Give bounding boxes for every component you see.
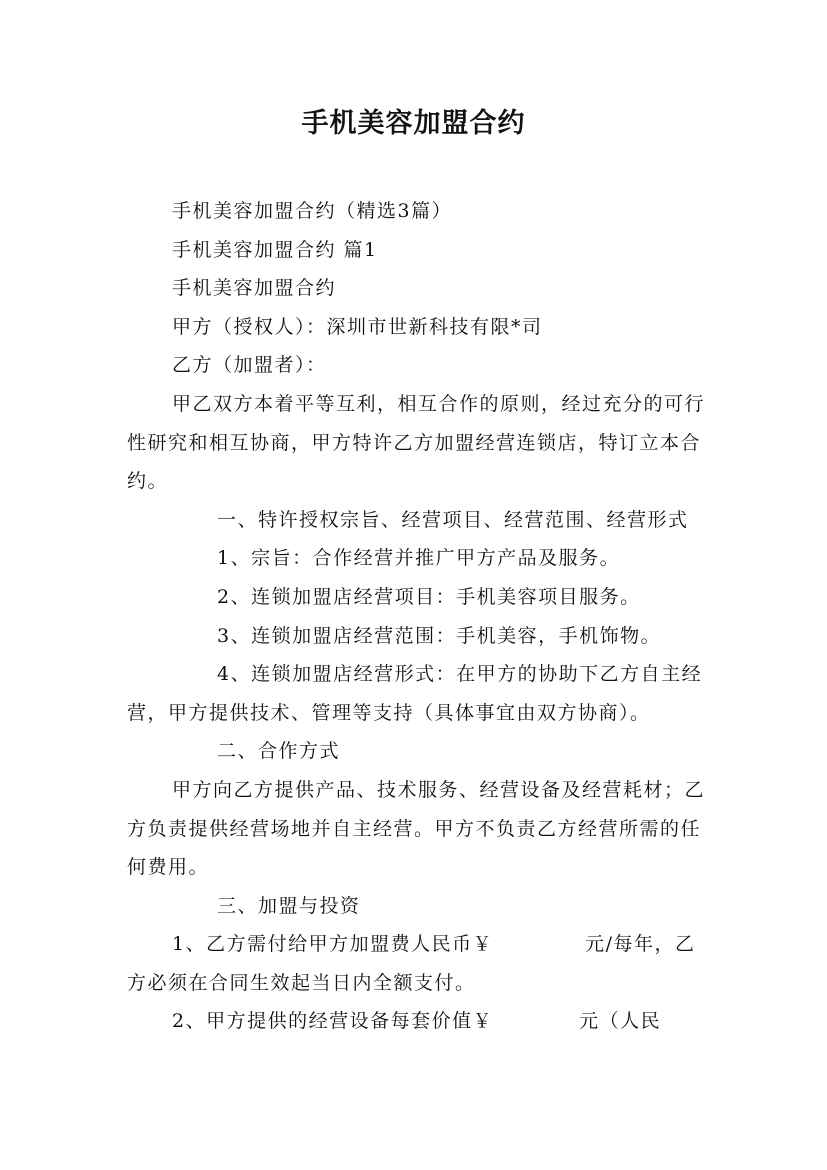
list-number: 4、 <box>217 663 252 686</box>
fee-text-before: 1、乙方需付给甲方加盟费人民币￥ <box>172 933 494 956</box>
list-number: 1、 <box>217 547 252 570</box>
paragraph-equipment-value <box>127 1002 715 1041</box>
paragraph-party-a: 甲方（授权人）：深圳市世新科技有限*司 <box>172 315 543 338</box>
paragraph-party-b: 乙方（加盟者）： <box>172 354 327 377</box>
paragraph-subtitle: 手机美容加盟合约（精选3篇） <box>172 200 453 222</box>
equipment-text-after: 元（人民 <box>579 1010 662 1033</box>
list-text: 连锁加盟店经营形式：在甲方的协助下乙方自主经营，甲方提供技术、管理等支持（具体事宜由双方协商）。 <box>127 663 703 724</box>
list-number: 3、 <box>217 624 252 647</box>
list-item-4 <box>127 655 715 732</box>
section-heading-3 <box>127 887 715 926</box>
section-number: 一、 <box>217 508 259 531</box>
paragraph-franchise-fee <box>127 925 715 1002</box>
list-item-1 <box>127 539 715 578</box>
section-text: 合作方式 <box>258 740 341 763</box>
section-number: 二、 <box>217 740 259 763</box>
paragraph-preamble: 甲乙双方本着平等互利，相互合作的原则，经过充分的可行性研究和相互协商，甲方特许乙方加盟经营连锁店，特订立本合约。 <box>127 392 706 493</box>
section-heading-2 <box>127 732 715 771</box>
section-heading-1 <box>127 501 715 540</box>
paragraph-contract-name: 手机美容加盟合约 <box>172 277 337 300</box>
fee-text-after: 元/每年，乙方必须在合同生效起当日内全额支付。 <box>127 933 696 994</box>
paragraph-cooperation: 甲方向乙方提供产品、技术服务、经营设备及经营耗材；乙方负责提供经营场地并自主经营。甲方不负责乙方经营所需的任何费用。 <box>127 778 706 879</box>
section-text: 特许授权宗旨、经营项目、经营范围、经营形式 <box>258 508 689 531</box>
document-title: 手机美容加盟合约 <box>301 108 526 139</box>
paragraph-part-heading: 手机美容加盟合约 篇1 <box>172 238 378 261</box>
list-item-3 <box>127 617 715 656</box>
document-body <box>127 192 715 1041</box>
list-item-2 <box>127 578 715 617</box>
section-text: 加盟与投资 <box>258 894 361 917</box>
list-number: 2、 <box>217 585 252 608</box>
section-number: 三、 <box>217 894 259 917</box>
list-text: 连锁加盟店经营项目：手机美容项目服务。 <box>251 585 641 608</box>
list-text: 宗旨：合作经营并推广甲方产品及服务。 <box>251 547 621 570</box>
equipment-text-before: 2、甲方提供的经营设备每套价值￥ <box>172 1010 494 1033</box>
list-text: 连锁加盟店经营范围：手机美容，手机饰物。 <box>251 624 662 647</box>
